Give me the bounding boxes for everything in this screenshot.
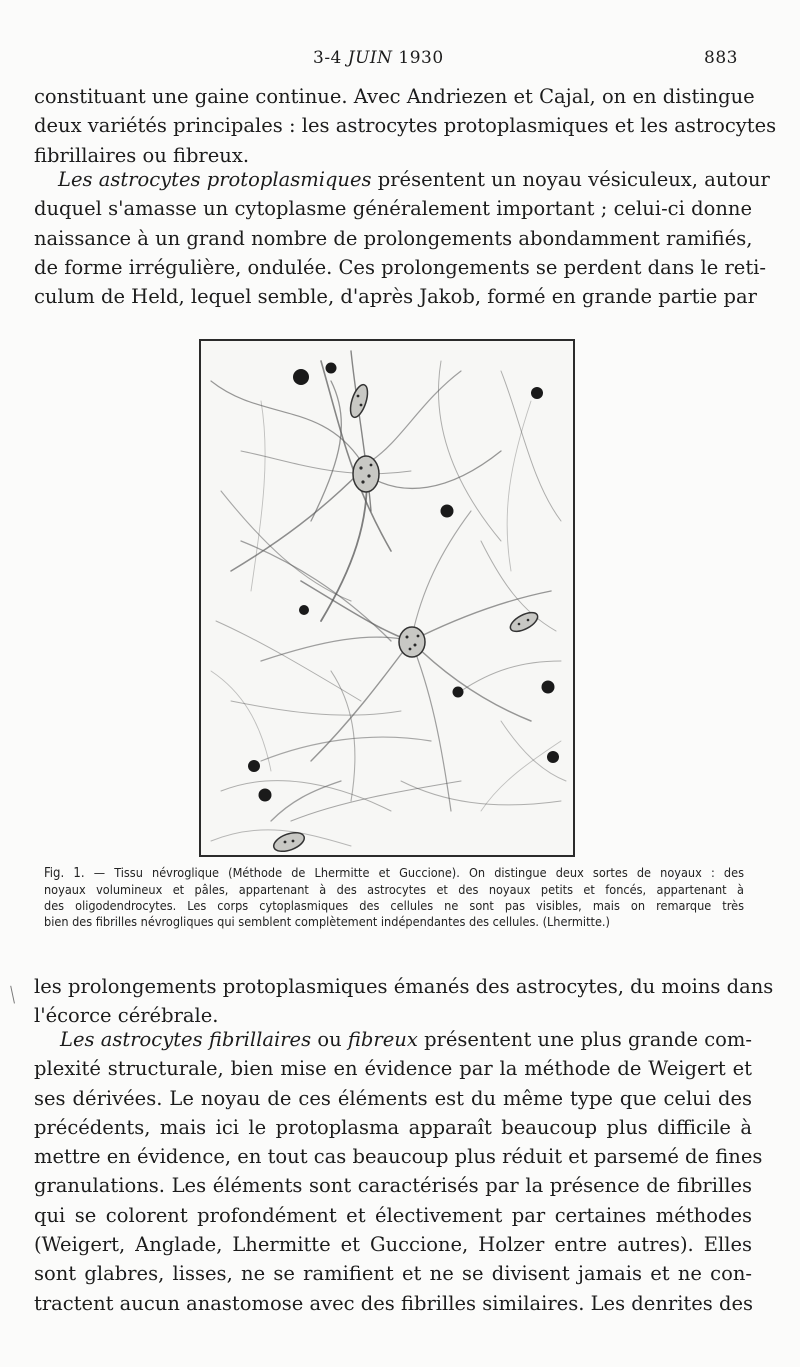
text-line: deux variétés principales : les astrocytes protoplasmiques et les astrocytes (34, 114, 777, 138)
text-line: sont glabres, lisses, ne se ramifient et ne se divisent jamais et ne con- (34, 1262, 752, 1286)
text-line: ses dérivées. Le noyau de ces éléments est du même type que celui des (34, 1086, 752, 1110)
figure-caption (44, 865, 744, 930)
page-number: 883 (704, 48, 738, 68)
fibril-strokes (211, 351, 566, 846)
italic-term: fibreux (347, 1028, 418, 1051)
caption-line: Fig. 1. — Tissu névroglique (Méthode de Lhermitte et Guccione). On distingue deux sortes de noyaux : des (44, 865, 744, 881)
paragraph-2 (34, 165, 770, 311)
text-line: (Weigert, Anglade, Lhermitte et Guccione, Holzer entre autres). Elles (34, 1233, 752, 1257)
caption-line: bien des fibrilles névrogliques qui semblent complètement indépendantes des cellules. (Lhermitte.) (44, 914, 610, 929)
text-line: naissance à un grand nombre de prolongements abondamment ramifiés, (34, 226, 753, 250)
paragraph-3 (34, 972, 774, 1031)
text-line: Les astrocytes fibrillaires ou fibreux présentent une plus grande com- (60, 1028, 752, 1051)
caption-line: des oligodendrocytes. Les corps cytoplasmiques des cellules ne sont pas visibles, mais on remarque très (44, 898, 744, 913)
text-line: mettre en évidence, en tout cas beaucoup plus réduit et parsemé de fines (34, 1145, 763, 1169)
neuroglia-drawing (201, 341, 573, 855)
paragraph-1 (34, 82, 777, 170)
text-line: de forme irrégulière, ondulée. Ces prolongements se perdent dans le reti- (34, 255, 766, 279)
text-line: culum de Held, lequel semble, d'après Jakob, formé en grande partie par (34, 285, 757, 309)
italic-term: Les astrocytes protoplasmiques (58, 168, 372, 191)
text-line: granulations. Les éléments sont caractérisés par la présence de fibrilles (34, 1174, 752, 1198)
text-line: plexité structurale, bien mise en évidence par la méthode de Weigert et (34, 1057, 752, 1081)
caption-line: noyaux volumineux et pâles, appartenant à des astrocytes et des noyaux petits et foncés, appartenant à (44, 882, 744, 897)
nucleus-granules (284, 395, 530, 844)
text-line: tractent aucun anastomose avec des fibrilles similaires. Les denrites des (34, 1291, 754, 1315)
text-line: constituant une gaine continue. Avec Andriezen et Cajal, on en distingue (34, 85, 755, 108)
text-line: les prolongements protoplasmiques émanés des astrocytes, du moins dans (34, 975, 774, 998)
text-line: l'écorce cérébrale. (34, 1004, 219, 1028)
text-line: précédents, mais ici le protoplasma apparaît beaucoup plus difficile à (34, 1115, 752, 1139)
margin-pencil-mark (10, 984, 21, 1003)
paragraph-4 (34, 1025, 763, 1318)
italic-term: Les astrocytes fibrillaires (60, 1028, 312, 1051)
figure-label: Fig. 1. (44, 866, 85, 881)
text-line: duquel s'amasse un cytoplasme généralement important ; celui-ci donne (34, 197, 752, 221)
text-line: Les astrocytes protoplasmiques présentent un noyau vésiculeux, autour (58, 168, 770, 191)
running-head (0, 48, 800, 72)
text-line: fibrillaires ou fibreux. (34, 143, 250, 167)
oligodendrocyte-nuclei (248, 363, 559, 802)
text-line: qui se colorent profondément et électivement par certaines méthodes (34, 1203, 752, 1227)
running-head-date: 3-4 JUIN 1930 (313, 48, 444, 68)
figure-illustration (199, 339, 575, 857)
